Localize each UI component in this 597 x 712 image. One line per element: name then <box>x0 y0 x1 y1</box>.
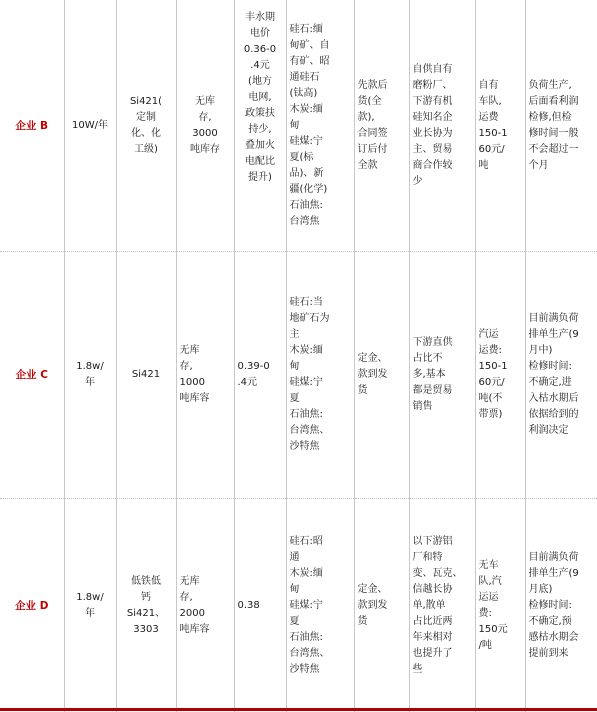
company-name: 企业 C <box>0 252 64 499</box>
downstream-cell: 以下游铝 厂和特 变、瓦克、 信越长协 单,散单 占比近两 年来相对 也提升了 些 <box>409 499 475 712</box>
power-price-cell: 0.39-0 .4元 <box>234 252 286 499</box>
downstream-cell: 下游直供 占比不 多,基本 都是贸易 销售 <box>409 252 475 499</box>
product-cell: Si421 <box>116 252 176 499</box>
company-name: 企业 D <box>0 499 64 712</box>
payment-cell: 定金、 款到发 货 <box>354 499 409 712</box>
capacity-cell: 1.8w/ 年 <box>64 499 116 712</box>
product-cell: Si421( 定制 化、化 工级) <box>116 0 176 252</box>
production-cell: 目前满负荷 排单生产(9 月中) 检修时间: 不确定,进 入枯水期后 依据给到的 利润决定 <box>525 252 597 499</box>
capacity-cell: 1.8w/ 年 <box>64 252 116 499</box>
payment-cell: 先款后 货(全 款), 合同签 订后付 全款 <box>354 0 409 252</box>
inventory-cell: 无库 存, 2000 吨库容 <box>176 499 234 712</box>
capacity-cell: 10W/年 <box>64 0 116 252</box>
transport-cell: 汽运 运费: 150-1 60元/ 吨(不 带票) <box>475 252 525 499</box>
transport-cell: 无车 队,汽 运运 费: 150元 /吨 <box>475 499 525 712</box>
transport-cell: 自有 车队, 运费 150-1 60元/ 吨 <box>475 0 525 252</box>
payment-cell: 定金、 款到发 货 <box>354 252 409 499</box>
power-price-cell: 丰水期 电价 0.36-0 .4元 (地方 电网, 政策扶 持少, 叠加火 电配比 提升) <box>234 0 286 252</box>
company-name: 企业 B <box>0 0 64 252</box>
raw-materials-cell: 硅石:当 地矿石为 主 木炭:缅 甸 硅煤:宁 夏 石油焦: 台湾焦、 沙特焦 <box>286 252 354 499</box>
production-cell: 负荷生产, 后面看利润 检修,但检 修时间一般 不会超过一 个月 <box>525 0 597 252</box>
table-row <box>0 0 597 252</box>
raw-materials-cell: 硅石:昭 通 木炭:缅 甸 硅煤:宁 夏 石油焦: 台湾焦、 沙特焦 <box>286 499 354 712</box>
inventory-cell: 无库 存, 3000 吨库存 <box>176 0 234 252</box>
table-row <box>0 499 597 712</box>
power-price-cell: 0.38 <box>234 499 286 712</box>
product-cell: 低铁低 钙 Si421、 3303 <box>116 499 176 712</box>
downstream-cell: 自供自有 磨粉厂、 下游有机 硅知名企 业长协为 主、贸易 商合作较 少 <box>409 0 475 252</box>
raw-materials-cell: 硅石:缅 甸矿、自 有矿、昭 通硅石 (钛高) 木炭:缅 甸 硅煤:宁 夏(标 品)、新 疆(化学) 石油焦: 台湾焦 <box>286 0 354 252</box>
inventory-cell: 无库 存, 1000 吨库容 <box>176 252 234 499</box>
production-cell: 目前满负荷 排单生产(9 月底) 检修时间: 不确定,预 感枯水期会 提前到来 <box>525 499 597 712</box>
table-row <box>0 252 597 499</box>
